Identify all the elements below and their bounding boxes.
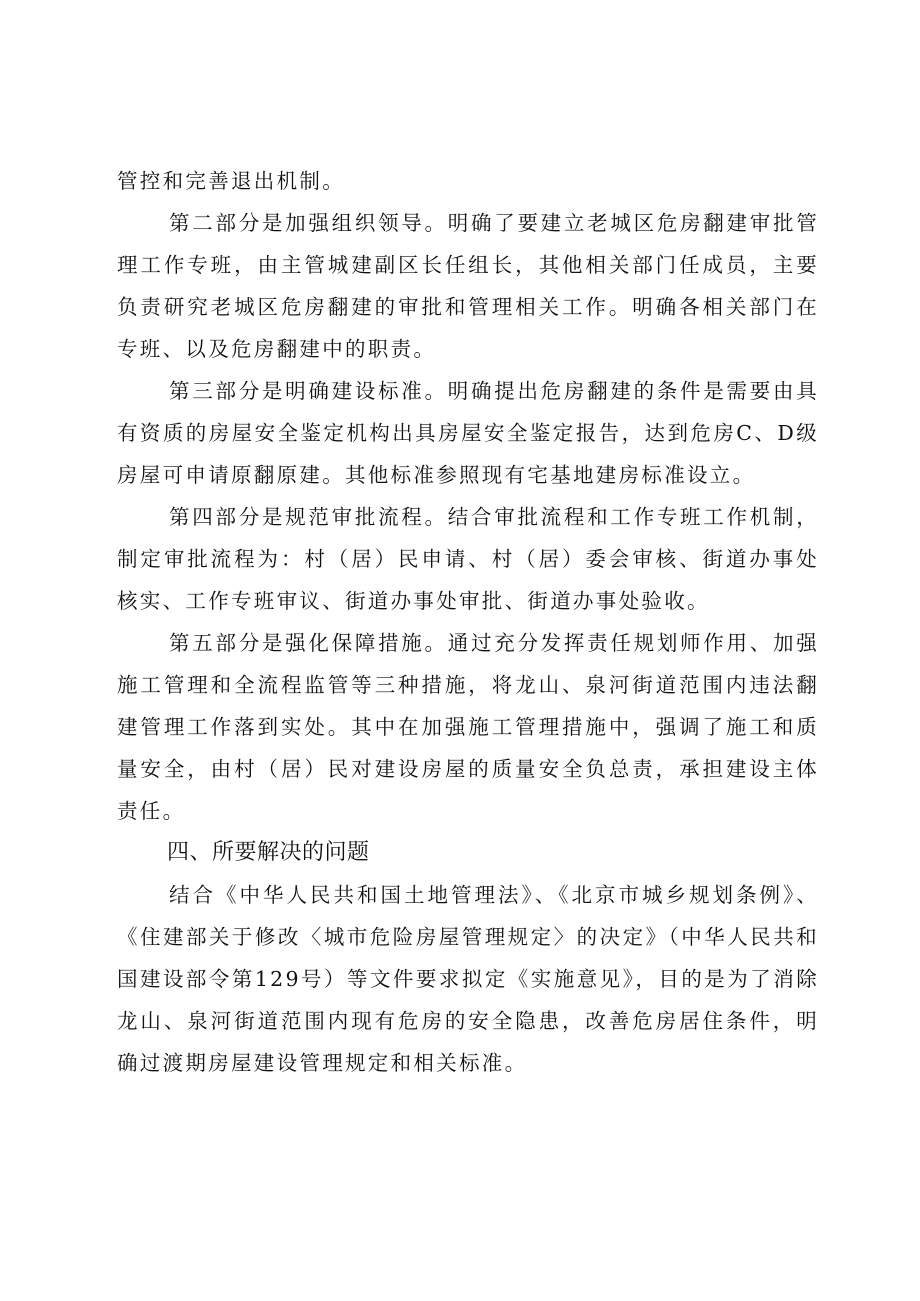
section-heading: 四、所要解决的问题 — [167, 840, 370, 865]
paragraph-part-two: 第二部分是加强组织领导。明确了要建立老城区危房翻建审批管理工作专班，由主管城建副区长任组长，其他相关部门任成员，主要负责研究老城区危房翻建的审批和管理相关工作。明确各相关部门在专班、以及危房翻建中的职责。 — [117, 211, 819, 361]
paragraph-problems: 结合《中华人民共和国土地管理法》、《北京市城乡规划条例》、《住建部关于修改〈城市危险房屋管理规定〉的决定》（中华人民共和国建设部令第129号）等文件要求拟定《实施意见》，目的是为了消除龙山、泉河街道范围内现有危房的安全隐患，改善危房居住条件，明确过渡期房屋建设管理规定和相关标准。 — [117, 883, 819, 1075]
paragraph-part-four: 第四部分是规范审批流程。结合审批流程和工作专班工作机制，制定审批流程为：村（居）民申请、村（居）委会审核、街道办事处核实、工作专班审议、街道办事处审批、街道办事处验收。 — [117, 505, 819, 613]
paragraph-continuation: 管控和完善退出机制。 — [117, 169, 345, 193]
paragraph-part-three: 第三部分是明确建设标准。明确提出危房翻建的条件是需要由具有资质的房屋安全鉴定机构出具房屋安全鉴定报告，达到危房C、D级房屋可申请原翻原建。其他标准参照现有宅基地建房标准设立。 — [117, 379, 819, 487]
document-body — [117, 160, 819, 1084]
paragraph-part-five: 第五部分是强化保障措施。通过充分发挥责任规划师作用、加强施工管理和全流程监管等三种措施，将龙山、泉河街道范围内违法翻建管理工作落到实处。其中在加强施工管理措施中，强调了施工和质量安全，由村（居）民对建设房屋的质量安全负总责，承担建设主体责任。 — [117, 631, 819, 823]
